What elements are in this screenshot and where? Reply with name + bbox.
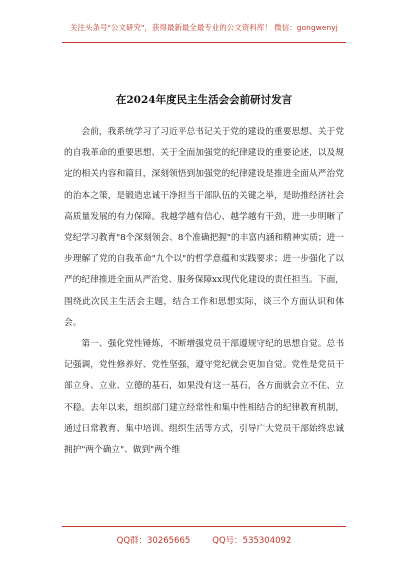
footer-qq-number: QQ号：535304092 [212, 536, 292, 546]
footer-divider [62, 526, 346, 527]
footer-qq-group: QQ群：30265665 [116, 536, 191, 546]
document-title: 在2024年度民主生活会会前研讨发言 [115, 94, 293, 106]
header-banner: 关注头条号"公文研究"，获得最新最全最专业的公文资料库！ 微信：gongwenyj [70, 23, 338, 32]
footer [0, 534, 408, 546]
paragraph: 第一、强化党性锤炼，不断增强党员干部遵规守纪的思想自觉。总书记强调，党性修养好、党性坚强，遵守党纪就会更加自觉。党性是党员干部立身、立业、立德的基石，如果没有这一基石，各方面就会立不住、立不稳。去年以来，组织部门建立经常性和集中性相结合的纪律教育机制，通过日常教育、集中培训、组织生活等方式，引导广大党员干部始终忠诚拥护"两个确立"、做到"两个维 [64, 339, 344, 456]
header-divider [62, 42, 346, 43]
document-body [64, 122, 344, 461]
paragraph: 会前，我系统学习了习近平总书记关于党的建设的重要思想、关于党的自我革命的重要思想、关于全面加强党的纪律建设的重要论述，以及规定的相关内容和篇目，深刻领悟到加强党的纪律建设是推进全面从严治党的治本之策，是锻造忠诚干净担当干部队伍的关键之举，是助推经济社会高质量发展的有力保障。我越学越有信心、越学越有干劲，进一步明晰了党纪学习教育"8个深刻领会、8个准确把握"的丰富内涵和精神实质；进一步理解了党的自我革命"九个以"的哲学意蕴和实践要求；进一步强化了以严的纪律推进全面从严治党、服务保障xx现代化建设的责任担当。下面，围绕此次民主生活会主题，结合工作和思想实际，谈三个方面认识和体会。 [64, 127, 344, 328]
